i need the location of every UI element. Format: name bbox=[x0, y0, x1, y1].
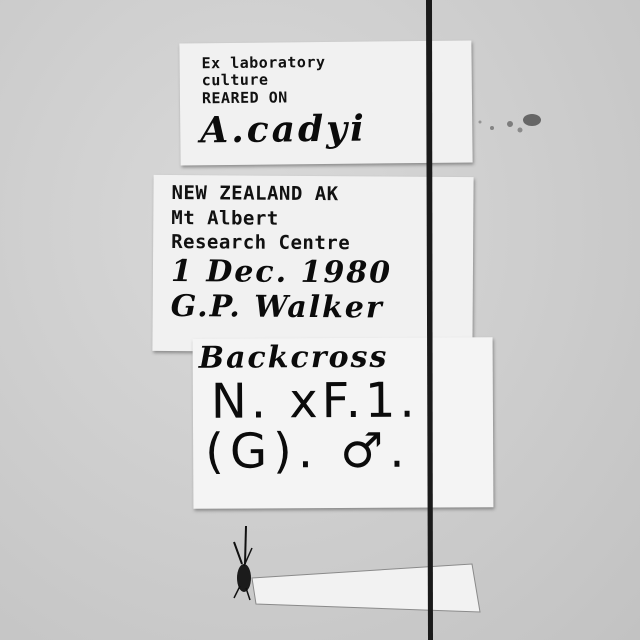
stain-mark bbox=[470, 108, 550, 138]
specimen-moth bbox=[226, 520, 496, 630]
label-cross-line-3: (G). ♂. bbox=[205, 422, 411, 480]
label-locality-line-1: NEW ZEALAND AK bbox=[171, 182, 339, 206]
label-locality-line-3: Research Centre bbox=[171, 231, 351, 255]
label-cross bbox=[193, 337, 494, 509]
label-rearing-line-1: Ex laboratory bbox=[201, 53, 326, 73]
label-locality-collector: G.P. Walker bbox=[170, 288, 384, 326]
label-rearing-line-2: culture bbox=[201, 70, 269, 90]
label-rearing-host: A.cadyi bbox=[200, 107, 367, 152]
label-rearing-line-3: REARED ON bbox=[201, 87, 288, 107]
label-cross-line-1: Backcross bbox=[198, 339, 389, 376]
label-locality-date: 1 Dec. 1980 bbox=[170, 254, 393, 291]
insect-pin bbox=[424, 0, 434, 640]
label-cross-line-2: N. xF.1. bbox=[210, 372, 419, 430]
label-locality-line-2: Mt Albert bbox=[171, 206, 279, 230]
